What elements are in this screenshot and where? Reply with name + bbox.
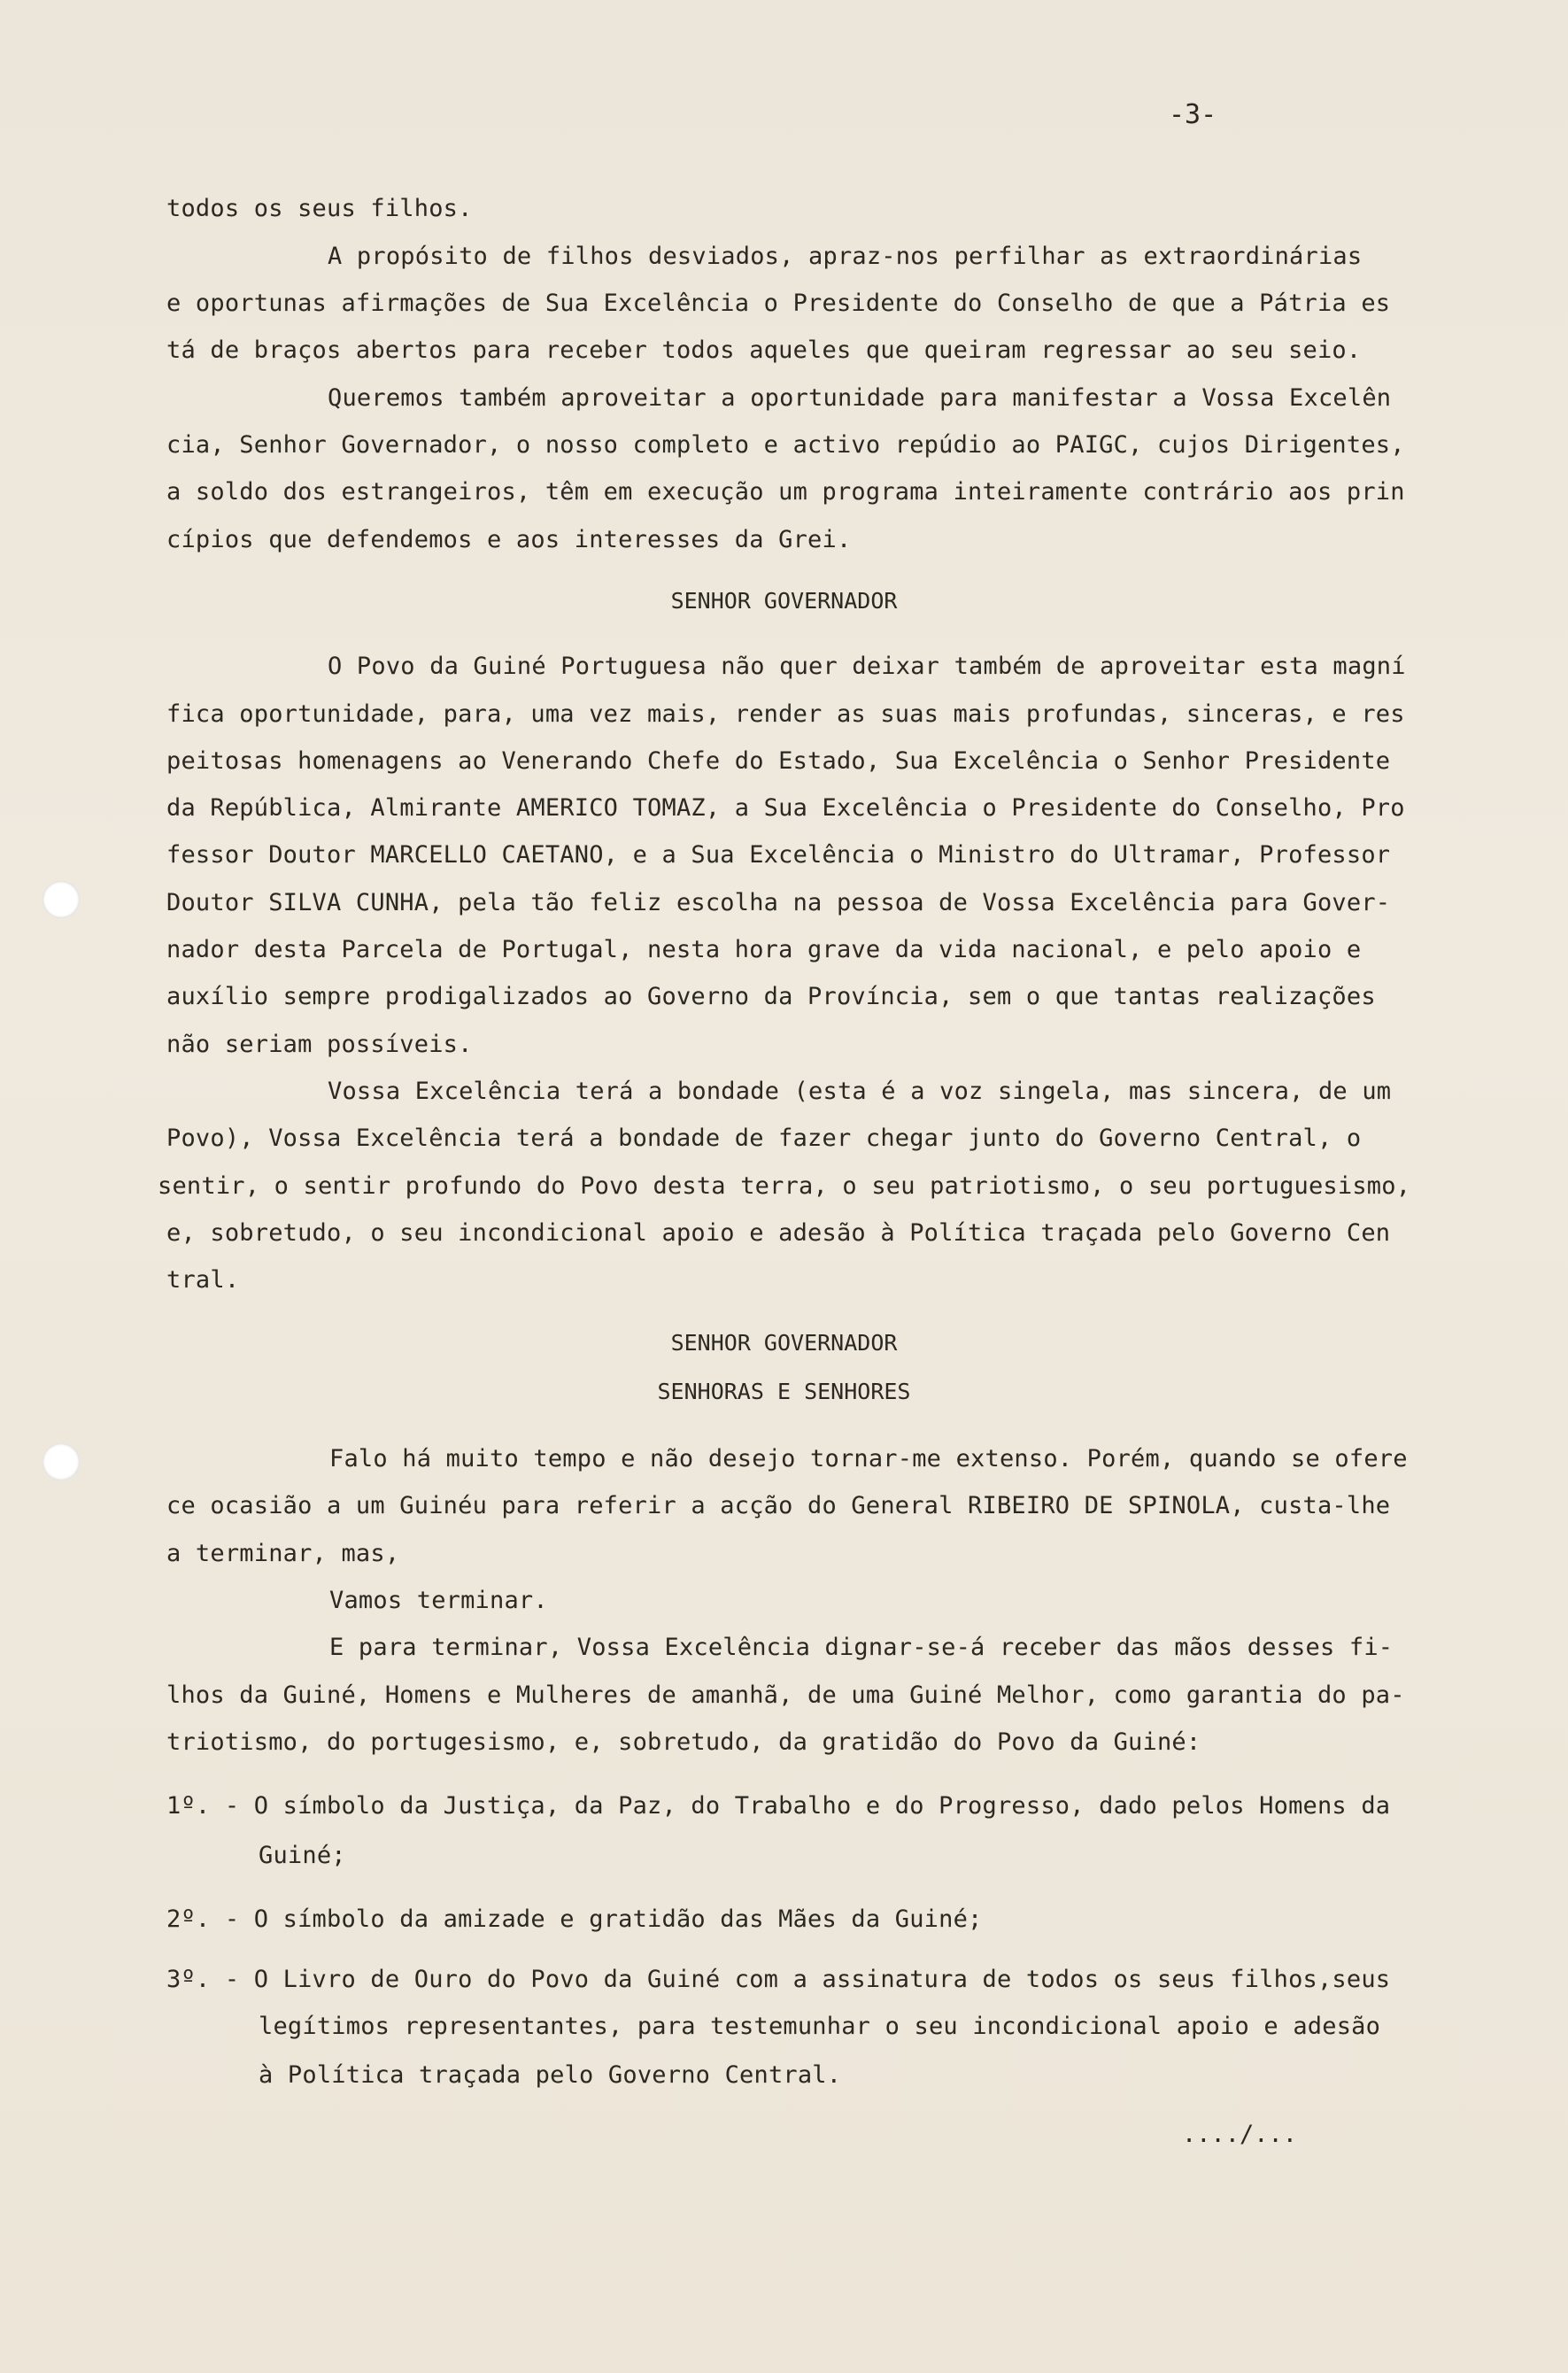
list-item-continuation: Guiné; (259, 1842, 346, 1869)
section-heading: SENHOR GOVERNADOR (670, 1330, 898, 1356)
text-line: ce ocasião a um Guinéu para referir a acção do General RIBEIRO DE SPINOLA, custa-lhe (166, 1492, 1391, 1519)
text-line: O Povo da Guiné Portuguesa não quer deixar também de aproveitar esta magní (328, 653, 1406, 680)
text-line: não seriam possíveis. (166, 1031, 473, 1058)
punch-hole (42, 1443, 80, 1480)
list-item: 1º. - O símbolo da Justiça, da Paz, do Trabalho e do Progresso, dado pelos Homens da (166, 1792, 1391, 1820)
text-line: fica oportunidade, para, uma vez mais, render as suas mais profundas, sinceras, e res (166, 700, 1405, 728)
text-line: e oportunas afirmações de Sua Excelência o Presidente do Conselho de que a Pátria es (166, 290, 1391, 317)
text-line: Queremos também aproveitar a oportunidade para manifestar a Vossa Excelên (328, 384, 1392, 412)
section-heading: SENHOR GOVERNADOR (670, 588, 898, 614)
text-line: Vamos terminar. (329, 1587, 548, 1614)
list-item-continuation: legítimos representantes, para testemunhar o seu incondicional apoio e adesão (259, 2013, 1381, 2040)
text-line: Povo), Vossa Excelência terá a bondade de fazer chegar junto do Governo Central, o (166, 1125, 1362, 1152)
text-line: tral. (166, 1266, 240, 1294)
text-line: da República, Almirante AMERICO TOMAZ, a Sua Excelência o Presidente do Conselho, Pro (166, 794, 1405, 822)
list-item: 3º. - O Livro de Ouro do Povo da Guiné com a assinatura de todos os seus filhos,seus (166, 1966, 1391, 1993)
text-line: Falo há muito tempo e não desejo tornar-me extenso. Porém, quando se ofere (329, 1445, 1408, 1472)
list-item: 2º. - O símbolo da amizade e gratidão das Mães da Guiné; (166, 1905, 983, 1933)
section-heading: SENHORAS E SENHORES (657, 1379, 911, 1404)
text-line: sentir, o sentir profundo do Povo desta terra, o seu patriotismo, o seu portuguesismo, (158, 1172, 1411, 1200)
text-line: Doutor SILVA CUNHA, pela tão feliz escolha na pessoa de Vossa Excelência para Gover- (166, 889, 1391, 916)
text-line: e, sobretudo, o seu incondicional apoio e adesão à Política traçada pelo Governo Cen (166, 1219, 1391, 1247)
page-number: -3- (1169, 99, 1217, 130)
text-line: triotismo, do portugesismo, e, sobretudo, da gratidão do Povo da Guiné: (166, 1728, 1201, 1756)
text-line: a terminar, mas, (166, 1540, 400, 1567)
text-line: E para terminar, Vossa Excelência dignar-se-á receber das mãos desses fi- (329, 1634, 1394, 1661)
text-line: A propósito de filhos desviados, apraz-nos perfilhar as extraordinárias (328, 243, 1363, 270)
text-line: lhos da Guiné, Homens e Mulheres de amanhã, de uma Guiné Melhor, como garantia do pa- (166, 1681, 1405, 1709)
text-line: cípios que defendemos e aos interesses da Grei. (166, 526, 852, 553)
text-line: tá de braços abertos para receber todos aqueles que queiram regressar ao seu seio. (166, 336, 1362, 364)
text-line: nador desta Parcela de Portugal, nesta hora grave da vida nacional, e pelo apoio e (166, 936, 1362, 963)
text-line: cia, Senhor Governador, o nosso completo e activo repúdio ao PAIGC, cujos Dirigentes, (166, 431, 1405, 459)
text-line: peitosas homenagens ao Venerando Chefe do Estado, Sua Excelência o Senhor Presidente (166, 747, 1391, 775)
list-item-continuation: à Política traçada pelo Governo Central. (259, 2061, 842, 2089)
text-line: todos os seus filhos. (166, 195, 473, 222)
text-line: a soldo dos estrangeiros, têm em execução um programa inteiramente contrário aos prin (166, 478, 1405, 506)
punch-hole (42, 881, 80, 918)
text-line: fessor Doutor MARCELLO CAETANO, e a Sua Excelência o Ministro do Ultramar, Professor (166, 841, 1391, 869)
continuation-mark: ..../... (1182, 2121, 1298, 2148)
text-line: auxílio sempre prodigalizados ao Governo da Província, sem o que tantas realizações (166, 983, 1376, 1010)
text-line: Vossa Excelência terá a bondade (esta é a voz singela, mas sincera, de um (328, 1078, 1392, 1105)
